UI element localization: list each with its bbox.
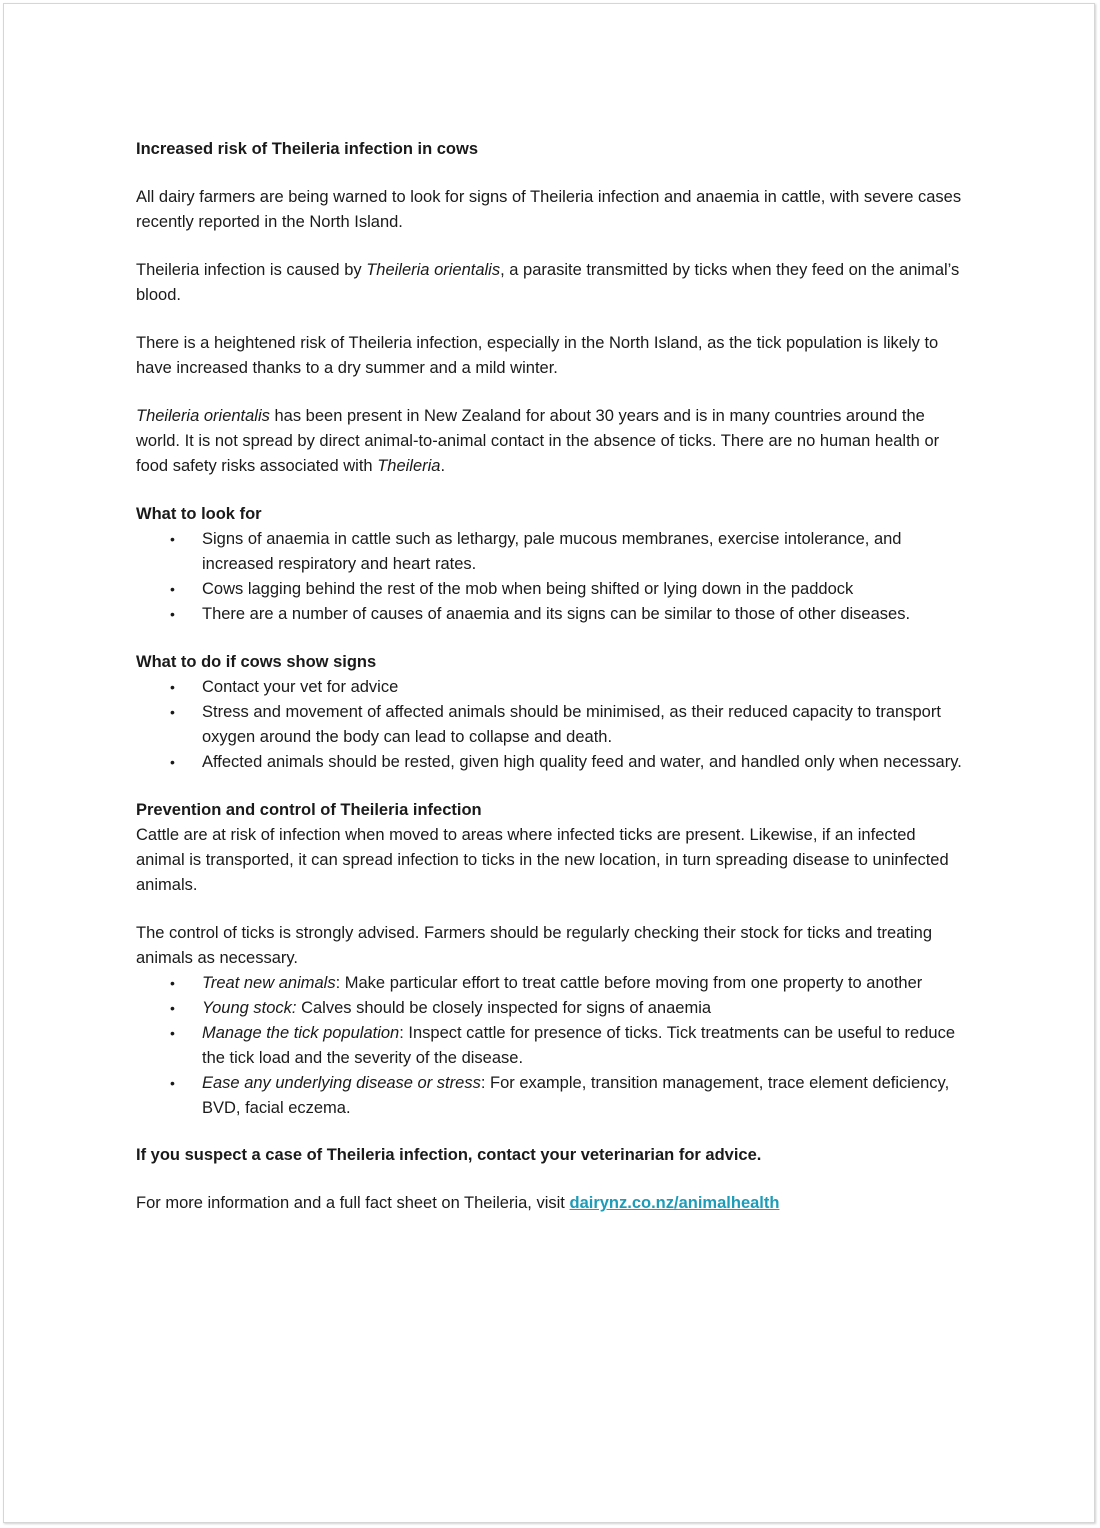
bullet-icon: • [170, 1025, 175, 1041]
list-item-text: There are a number of causes of anaemia and its signs can be similar to those of other diseases. [202, 605, 911, 623]
risk-paragraph: There is a heightened risk of Theileria infection, especially in the North Island, as the tick population is likely to have increased thanks to a dry summer and a mild winter. [136, 334, 939, 377]
background-species-name: Theileria orientalis [136, 407, 270, 425]
list-item [136, 996, 966, 1021]
bullet-icon: • [170, 1075, 175, 1091]
prevention-paragraph: Cattle are at risk of infection when moved to areas where infected ticks are present. Likewise, if an infected animal is transported, it can spread infection to ticks in the new location, in turn spreading disease to uninfected animals. [136, 826, 949, 894]
list-item-text: : For example, transition management, trace element deficiency, BVD, facial eczema. [202, 1074, 950, 1117]
list-item-text: Calves should be closely inspected for signs of anaemia [296, 999, 712, 1017]
list-item [136, 1071, 966, 1121]
bullet-icon: • [170, 975, 175, 991]
more-info-text: For more information and a full fact sheet on Theileria, visit [136, 1194, 570, 1212]
background-text-end: . [440, 457, 446, 475]
list-item-text: Cows lagging behind the rest of the mob when being shifted or lying down in the paddock [202, 580, 854, 598]
intro-paragraph: All dairy farmers are being warned to look for signs of Theileria infection and anaemia in cattle, with severe cases recently reported in the North Island. [136, 188, 962, 231]
list-item [136, 750, 966, 775]
bullet-icon: • [170, 581, 175, 597]
background-genus-name: Theileria [377, 457, 441, 475]
spacer [136, 775, 966, 798]
list-item [136, 971, 966, 996]
bullet-icon: • [170, 531, 175, 547]
document-content [136, 137, 966, 1216]
list-item-text: Stress and movement of affected animals should be minimised, as their reduced capacity to transport oxygen around the body can lead to collapse and death. [202, 703, 941, 746]
look-for-list [136, 527, 966, 627]
list-item-text: : Make particular effort to treat cattle before moving from one property to another [335, 974, 923, 992]
list-item-lead: Manage the tick population [202, 1024, 400, 1042]
document-title: Increased risk of Theileria infection in cows [136, 140, 479, 158]
cause-text-after: , a parasite transmitted by ticks when they feed on the animal’s blood. [136, 261, 960, 304]
list-item [136, 675, 966, 700]
list-item [136, 602, 966, 627]
prevention-list [136, 971, 966, 1121]
bullet-icon: • [170, 1000, 175, 1016]
list-item-text: Affected animals should be rested, given high quality feed and water, and handled only when necessary. [202, 753, 962, 771]
document-page [3, 3, 1095, 1523]
background-text: has been present in New Zealand for about 30 years and is in many countries around the world. It is not spread by direct animal-to-animal contact in the absence of ticks. There are no human health or food safety risks associated with [136, 407, 940, 475]
list-item-text: : Inspect cattle for presence of ticks. Tick treatments can be useful to reduce the tick load and the severity of the disease. [202, 1024, 955, 1067]
list-item-lead: Ease any underlying disease or stress [202, 1074, 481, 1092]
cause-species-name: Theileria orientalis [366, 261, 501, 279]
signs-heading: What to do if cows show signs [136, 653, 377, 671]
bullet-icon: • [170, 679, 175, 695]
cause-text-before: Theileria infection is caused by [136, 261, 367, 279]
list-item-lead: Young stock: [202, 999, 297, 1017]
cause-paragraph [136, 258, 966, 308]
list-item-text: Contact your vet for advice [202, 678, 399, 696]
signs-list [136, 675, 966, 775]
suspect-notice: If you suspect a case of Theileria infection, contact your veterinarian for advice. [136, 1146, 762, 1164]
list-item-text: Signs of anaemia in cattle such as lethargy, pale mucous membranes, exercise intolerance, and increased respiratory and heart rates. [202, 530, 902, 573]
list-item [136, 527, 966, 577]
bullet-icon: • [170, 754, 175, 770]
bullet-icon: • [170, 704, 175, 720]
list-item-lead: Treat new animals [202, 974, 336, 992]
list-item [136, 577, 966, 602]
list-item [136, 1021, 966, 1071]
animal-health-link[interactable]: dairynz.co.nz/animalhealth [569, 1194, 780, 1212]
more-info-paragraph [136, 1191, 966, 1216]
prevention-heading: Prevention and control of Theileria infection [136, 801, 482, 819]
control-paragraph: The control of ticks is strongly advised. Farmers should be regularly checking their stock for ticks and treating animals as necessary. [136, 924, 933, 967]
spacer [136, 627, 966, 650]
list-item [136, 700, 966, 750]
background-paragraph [136, 404, 966, 479]
bullet-icon: • [170, 606, 175, 622]
spacer [136, 1121, 966, 1143]
look-for-heading: What to look for [136, 505, 262, 523]
